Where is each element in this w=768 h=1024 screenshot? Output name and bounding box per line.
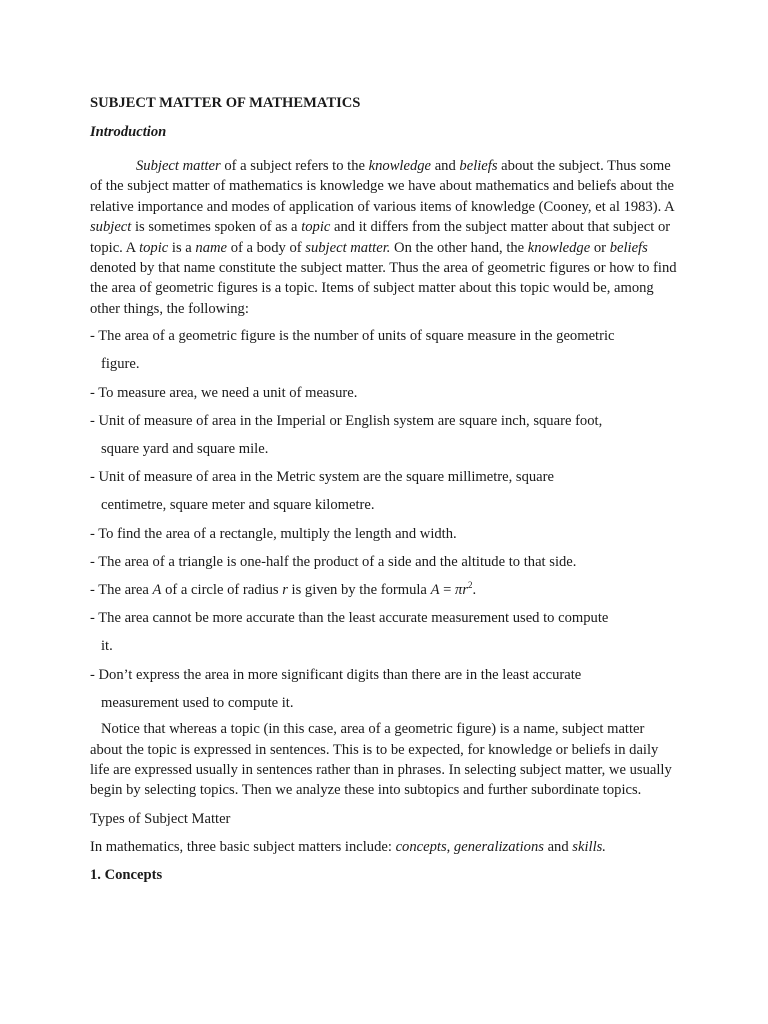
list-item: - Unit of measure of area in the Metric system are the square millimetre, square <box>90 469 554 486</box>
list-item: - The area of a triangle is one-half the product of a side and the altitude to that side. <box>90 553 577 570</box>
introduction-heading: Introduction <box>90 124 167 140</box>
list-item: - To measure area, we need a unit of measure. <box>90 384 358 401</box>
subject-matter-list <box>90 322 680 717</box>
term-topic: topic <box>301 219 331 236</box>
types-heading: Types of Subject Matter <box>90 810 231 827</box>
term-beliefs: beliefs <box>609 239 648 256</box>
concepts-heading: 1. Concepts <box>90 866 163 883</box>
term-topic: topic <box>139 239 169 256</box>
basic-subject-matters-sentence: In mathematics, three basic subject matters include: concepts, generalizations and skills. <box>90 838 606 855</box>
term-concepts: concepts <box>395 838 447 855</box>
list-item-continuation: it. <box>101 638 113 655</box>
list-item: - Unit of measure of area in the Imperial or English system are square inch, square foot, <box>90 412 603 429</box>
list-item: - The area of a geometric figure is the number of units of square measure in the geometric <box>90 328 615 345</box>
term-generalizations: generalizations <box>453 838 544 855</box>
term-knowledge: knowledge <box>368 158 432 174</box>
term-subject: subject <box>90 219 132 236</box>
list-item-formula: - The area A of a circle of radius r is given by the formula $A = \pi r^2$. <box>90 580 477 599</box>
term-subject-matter: Subject matter <box>136 158 221 174</box>
list-item: - Don’t express the area in more significant digits than there are in the least accurate <box>90 666 582 683</box>
term-skills: skills. <box>572 838 606 855</box>
list-item: - The area cannot be more accurate than the least accurate measurement used to compute <box>90 610 609 627</box>
list-item-continuation: square yard and square mile. <box>101 441 269 458</box>
document-content <box>90 93 680 885</box>
term-subject-matter: subject matter. <box>305 239 391 256</box>
notice-paragraph: Notice that whereas a topic (in this case, area of a geometric figure) is a name, subject matter about the topic is expressed in sentences. This is to be expected, for knowledge or beliefs in daily life are expressed usually in sentences rather than in phrases. In selecting subject matter, we usually begin by selecting topics. Then we analyze these into subtopics and further subordinate topics. <box>90 721 672 799</box>
document-title: SUBJECT MATTER OF MATHEMATICS <box>90 95 361 111</box>
list-item: - To find the area of a rectangle, multiply the length and width. <box>90 525 457 542</box>
intro-paragraph: Subject matter of a subject refers to the knowledge and beliefs about the subject. Thus some of the subject matter of mathematics is knowledge we have about mathematics and beliefs about the relative importance and modes of application of various items of knowledge (Cooney, et al 1983). A subject is sometimes spoken of as a topic and it differs from the subject matter about that subject or topic. A topic is a name of a body of subject matter. On the other hand, the knowledge or beliefs denoted by that name constitute the subject matter. Thus the area of geometric figures or how to find the area of geometric figures is a topic. Items of subject matter about this topic would be, among other things, the following: <box>90 158 677 317</box>
term-beliefs: beliefs <box>459 158 498 174</box>
list-item-continuation: centimetre, square meter and square kilometre. <box>101 497 375 514</box>
term-knowledge: knowledge <box>527 239 591 256</box>
list-item-continuation: measurement used to compute it. <box>101 694 294 711</box>
term-name: name <box>195 239 228 256</box>
list-item-continuation: figure. <box>101 356 140 373</box>
